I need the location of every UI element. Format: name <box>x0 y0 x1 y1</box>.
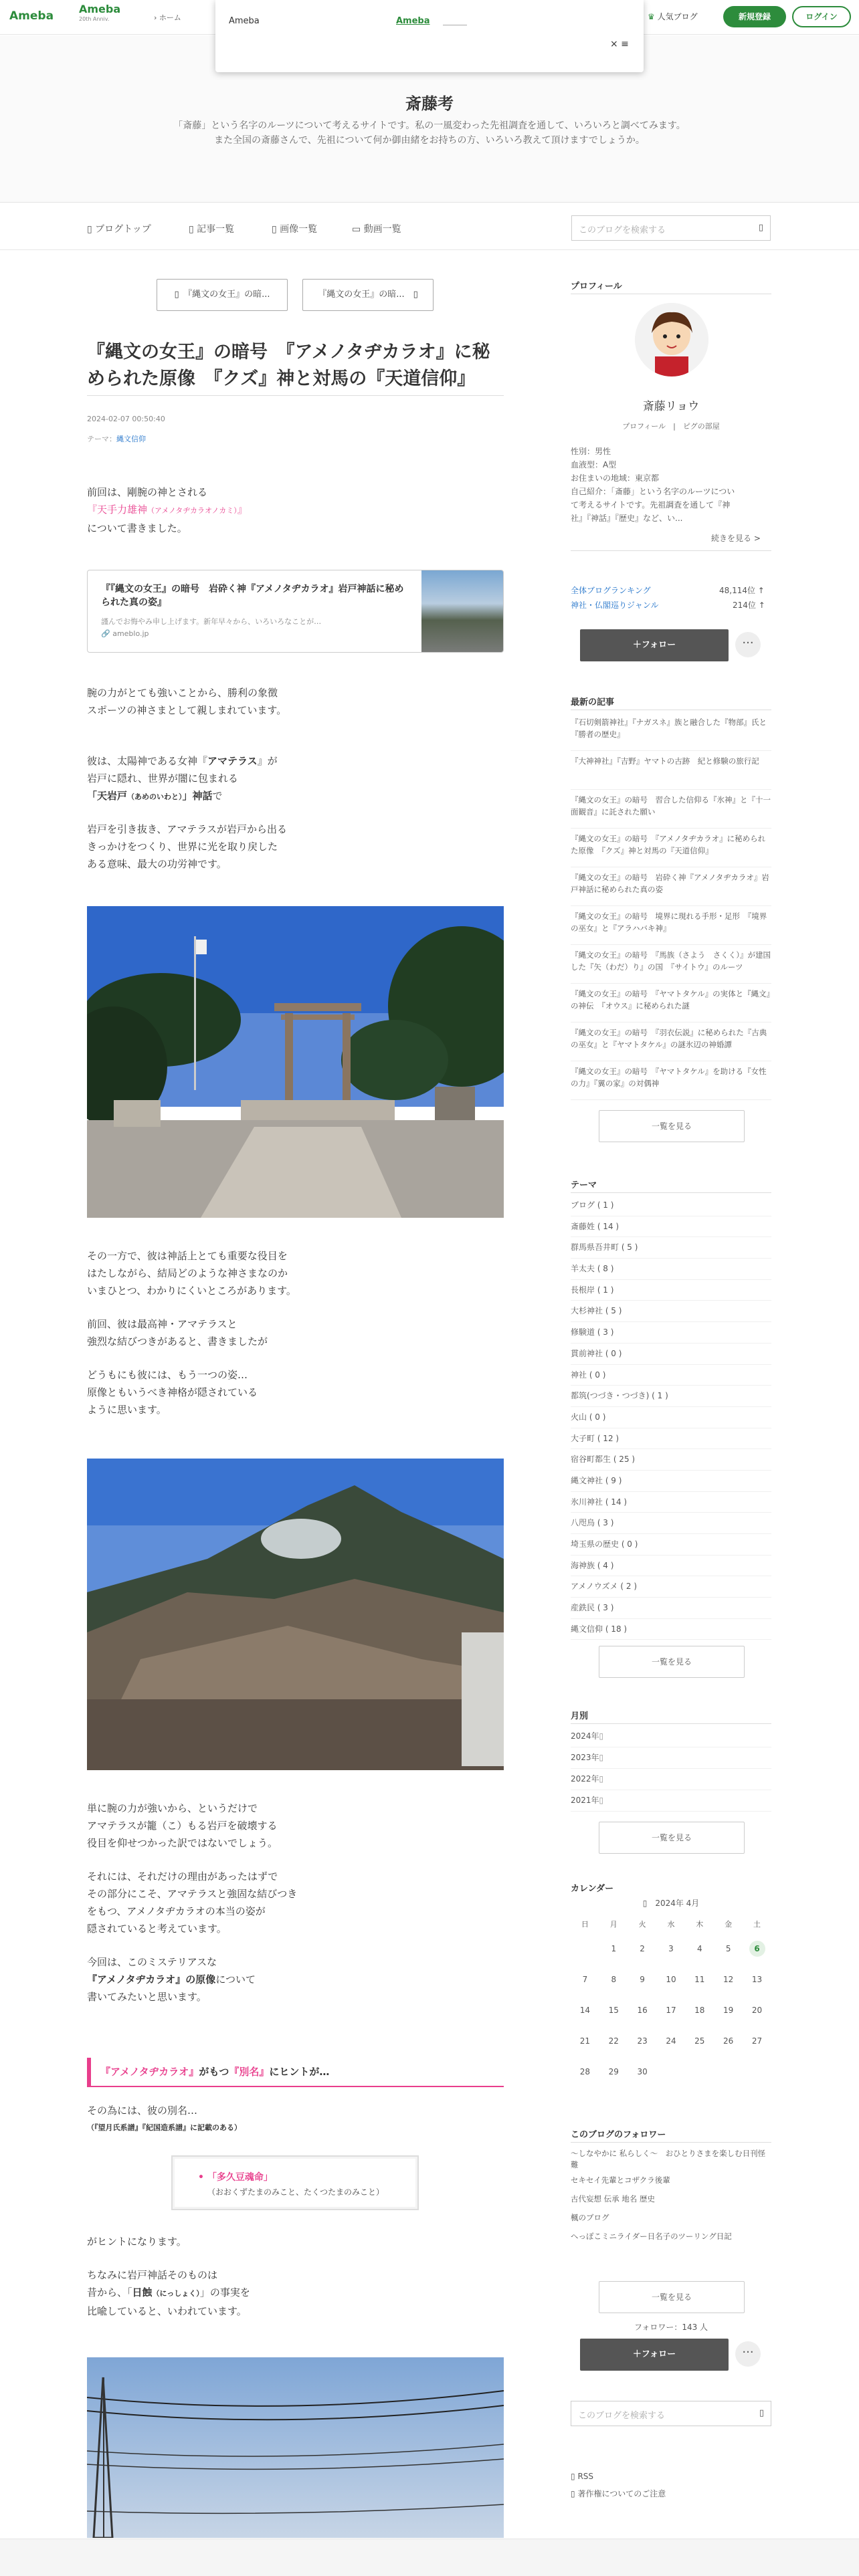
copyright-icon: ▯ <box>571 2489 575 2498</box>
nav-video-list[interactable] <box>352 222 401 235</box>
theme-see-all-button[interactable]: 一覧を見る <box>599 1646 745 1678</box>
calendar-day[interactable]: 2 <box>640 1944 645 1953</box>
calendar-day[interactable]: 26 <box>723 2036 734 2046</box>
p7-line3: ように思います。 <box>87 1404 167 1416</box>
rss-link[interactable] <box>571 2470 593 2483</box>
theme-heading: テーマ <box>571 1180 597 1190</box>
calendar-week <box>571 2056 771 2087</box>
calendar-day[interactable]: 15 <box>608 2006 619 2015</box>
theme-item[interactable]: 斎藤姓 ( 14 ) <box>571 1216 771 1238</box>
month-label: 2024年 <box>571 1731 599 1741</box>
chevron-right-icon: ▯ <box>599 1731 604 1741</box>
theme-item[interactable]: 産鉄民 ( 3 ) <box>571 1598 771 1619</box>
copyright-label: 著作権についてのご注意 <box>577 2489 666 2498</box>
theme-item[interactable]: 修験道 ( 3 ) <box>571 1322 771 1344</box>
paragraph-4 <box>87 821 504 873</box>
followed-blog-item[interactable]: へっぽこミニライダー日名子のツーリング日記 <box>571 2232 732 2241</box>
next-article-button[interactable] <box>302 279 434 311</box>
rank-genre-label[interactable]: 神社・仏閣巡りジャンル <box>571 601 659 610</box>
p3-line2: 岩戸に隠れ、世界が闇に包まれる <box>87 772 238 784</box>
recent-article-item[interactable]: 『縄文の女王』の暗号 習合した信仰る『氷神』と『十一面観音』に託された願い <box>571 790 771 829</box>
calendar-weekday: 水 <box>667 1920 675 1929</box>
article-date: 2024-02-07 00:50:40 <box>87 415 165 423</box>
p9-line2: その部分にこそ、アマテラスと強固な結びつき <box>87 1888 298 1900</box>
article-title[interactable]: 『縄文の女王』の暗号 『アメノタヂカラオ』に秘められた原像 『クズ』神と対馬の『天道信仰』 <box>87 342 490 389</box>
followed-blog-item[interactable]: 楓のブログ <box>571 2213 609 2222</box>
theme-item[interactable]: 長根岸 ( 1 ) <box>571 1280 771 1301</box>
month-item[interactable] <box>571 1747 771 1769</box>
paragraph-8 <box>87 1800 504 1852</box>
calendar-day[interactable]: 23 <box>637 2036 648 2046</box>
link-card-url <box>101 629 149 638</box>
p1-reading: （アメノタヂカラオノカミ） <box>147 506 237 515</box>
calendar-day[interactable]: 27 <box>751 2036 763 2046</box>
p2-line1: 腕の力がとても強いことから、勝利の象徴 <box>87 687 278 699</box>
recent-article-item[interactable]: 『縄文の女王』の暗号 境界に現れる手形・足形 『境界の巫女』と『アラハバキ神』 <box>571 906 771 945</box>
blog-search-placeholder: このブログを検索する <box>579 225 666 235</box>
popup-ameba-label: Ameba <box>229 16 260 26</box>
theme-item[interactable]: 縄文信仰 ( 18 ) <box>571 1619 771 1640</box>
nav-article-list[interactable] <box>189 222 234 235</box>
p2-line2: スポーツの神さまとして親しまれています。 <box>87 704 287 716</box>
calendar-weekday: 木 <box>696 1920 704 1929</box>
calendar-month <box>571 1897 771 1909</box>
recent-see-all-button[interactable]: 一覧を見る <box>599 1110 745 1142</box>
p4-line1: 岩戸を引き抜き、アマテラスが岩戸から出る <box>87 823 287 835</box>
link-icon: 🔗 <box>101 629 110 638</box>
theme-item[interactable]: 群馬県吾井町 ( 5 ) <box>571 1237 771 1259</box>
recent-article-item[interactable]: 『縄文の女王』の暗号 『ヤマトタケル』の実体と『縄文』の神伝 『オウス』に秘められた謎 <box>571 984 771 1023</box>
chevron-left-icon: ▯ <box>174 290 179 300</box>
more-options-button[interactable]: ··· <box>735 632 761 657</box>
p9-line1: それには、それだけの理由があったはずで <box>87 1870 278 1883</box>
profile-region: お住まいの地域：東京都 <box>571 473 660 483</box>
profile-heading: プロフィール <box>571 282 622 292</box>
pigg-room-link[interactable]: ピグの部屋 <box>682 422 720 431</box>
ameba-20th-logo-text: Ameba <box>79 3 121 15</box>
p1-line1: 前回は、剛腕の神とされる <box>87 486 208 498</box>
followed-see-all-button[interactable]: 一覧を見る <box>599 2281 745 2313</box>
blog-link-card[interactable] <box>87 570 504 653</box>
popular-blog-label: 人気ブログ <box>657 12 698 21</box>
calendar-week <box>571 1995 771 2026</box>
profile-name[interactable]: 斎藤リョウ <box>642 400 700 413</box>
profile-link[interactable]: プロフィール <box>622 422 666 431</box>
calendar-day[interactable]: 16 <box>637 2006 648 2015</box>
sidebar-search-placeholder: このブログを検索する <box>578 2411 666 2421</box>
calendar-day[interactable]: 18 <box>694 2006 705 2015</box>
followed-blogs-list <box>571 2146 771 2248</box>
chevron-right-icon: ▯ <box>599 1753 604 1762</box>
document-icon: ▯ <box>87 224 92 235</box>
calendar-week <box>571 1933 771 1964</box>
nav-image-list-label: 画像一覧 <box>280 224 318 235</box>
p10-line3: 書いてみたいと思います。 <box>87 1991 207 2003</box>
crown-icon: ♛ <box>648 12 655 21</box>
alias-name-box <box>171 2155 419 2210</box>
p1-name: 『天手力雄神 <box>87 504 148 516</box>
popup-input[interactable] <box>443 16 467 25</box>
profile-intro-1: 自己紹介：「斎藤」という名字のルーツについ <box>571 487 735 496</box>
heading-end: にヒントが… <box>269 2066 330 2078</box>
p13-eclipse: 日蝕 <box>132 2286 153 2298</box>
theme-label: テーマ： <box>87 435 116 443</box>
paragraph-13 <box>87 2266 504 2320</box>
nav-blog-top[interactable] <box>87 222 151 235</box>
p13-line2 <box>87 2284 504 2302</box>
p8-line2: アマテラスが籠（こ）もる岩戸を破壊する <box>87 1820 278 1832</box>
profile-gender: 性別：男性 <box>571 447 611 456</box>
calendar-weekdays <box>571 1915 771 1933</box>
calendar-day <box>714 2056 743 2087</box>
blog-description <box>100 118 759 148</box>
link-card-thumbnail <box>421 570 503 653</box>
calendar-day <box>657 2056 686 2087</box>
calendar-day[interactable]: 14 <box>579 2006 591 2015</box>
p5-line3: いまひとつ、わかりにくいところがあります。 <box>87 1285 296 1297</box>
avatar[interactable] <box>635 303 708 377</box>
theme-item[interactable]: 羊太夫 ( 8 ) <box>571 1259 771 1280</box>
p3-iwato-reading: （あめのいわと） <box>127 792 183 801</box>
calendar-day[interactable]: 19 <box>723 2006 734 2015</box>
theme-item[interactable]: 大子町 ( 12 ) <box>571 1428 771 1450</box>
p6-line2: 強烈な結びつきがあると、書きましたが <box>87 1335 268 1348</box>
theme-link[interactable]: 縄文信仰 <box>116 435 146 443</box>
paragraph-11 <box>87 2102 504 2137</box>
p3-text-a: 彼は、太陽神である女神『 <box>87 755 208 767</box>
next-article-label: 『縄文の女王』の暗... <box>318 290 405 300</box>
calendar-body <box>571 1933 771 2087</box>
recent-article-item[interactable]: 『縄文の女王』の暗号 『馬族（さよう さくく）』が建国した『矢（わだ）り』の国 『サイトウ』のルーツ <box>571 945 771 984</box>
prev-article-label: 『縄文の女王』の暗... <box>187 290 270 300</box>
theme-item[interactable]: 宿谷町都生 ( 25 ) <box>571 1449 771 1471</box>
ameba-20th-logo-sub: 20th Anniv. <box>79 16 110 22</box>
theme-item[interactable]: 貫前神社 ( 0 ) <box>571 1344 771 1365</box>
paragraph-7 <box>87 1366 504 1418</box>
p3-amaterasu: アマテラス <box>207 755 258 767</box>
nav-blog-top-label: ブログトップ <box>95 224 151 235</box>
profile-links: プロフィール | ピグの部屋 <box>622 422 720 431</box>
calendar-day[interactable]: 24 <box>666 2036 676 2046</box>
shrine-photo-image <box>87 906 504 1218</box>
rank-divider <box>571 550 771 551</box>
p9-line4: 隠されていると考えています。 <box>87 1923 227 1935</box>
p10-line2 <box>87 1971 504 1988</box>
search-icon[interactable]: ▯ <box>758 223 763 233</box>
more-options-button-bottom[interactable]: ··· <box>735 2341 761 2367</box>
theme-item[interactable]: 都筑(つづき・つづき) ( 1 ) <box>571 1386 771 1407</box>
calendar-day[interactable] <box>743 1933 771 1964</box>
profile-blood: 血液型：A型 <box>571 460 617 469</box>
p5-line1: その一方で、彼は神話上とても重要な役目を <box>87 1250 288 1262</box>
theme-item[interactable]: 神社 ( 0 ) <box>571 1365 771 1386</box>
calendar-day[interactable]: 5 <box>725 1944 731 1953</box>
p3-line3 <box>87 787 504 806</box>
calendar-day[interactable]: 20 <box>751 2006 763 2015</box>
follower-count: フォロワー：143 人 <box>634 2323 708 2332</box>
p13-line3: 比喩していると、いわれています。 <box>87 2305 247 2317</box>
ameba-logo[interactable]: Ameba <box>9 9 54 23</box>
calendar-day[interactable]: 28 <box>579 2067 591 2076</box>
calendar-weekday: 金 <box>725 1920 733 1929</box>
page-footer <box>0 2539 859 2576</box>
chevron-right-icon: ▯ <box>599 1796 604 1805</box>
breadcrumb-home[interactable]: › ホーム <box>154 13 181 22</box>
list-icon: ▯ <box>189 224 194 235</box>
calendar-weekday: 月 <box>609 1920 617 1929</box>
article-column <box>87 251 504 2538</box>
calendar-day[interactable]: 17 <box>666 2006 676 2015</box>
nav-article-list-label: 記事一覧 <box>197 224 235 235</box>
month-item[interactable] <box>571 1726 771 1747</box>
section-heading <box>87 2058 504 2087</box>
sidebar-search-input[interactable] <box>571 2401 771 2426</box>
months-list <box>571 1726 771 1812</box>
paragraph-10 <box>87 1953 504 2006</box>
p3-text-b: 』が <box>257 755 278 767</box>
calendar-day[interactable]: 12 <box>723 1975 734 1984</box>
p3-line1 <box>87 752 504 770</box>
followed-heading: このブログのフォロワー <box>571 2130 666 2140</box>
recent-heading: 最新の記事 <box>571 697 615 708</box>
theme-item[interactable]: 火山 ( 0 ) <box>571 1407 771 1428</box>
avatar-image <box>635 303 708 377</box>
signup-button[interactable]: 新規登録 <box>723 6 786 27</box>
link-card-description: 謹んでお悔やみ申し上げます。新年早々から、いろいろなことが… <box>101 617 322 626</box>
p8-line3: 役目を仰せつかった訳ではないでしょう。 <box>87 1837 278 1849</box>
blog-title[interactable]: 斎藤考 <box>405 94 454 113</box>
calendar-day[interactable]: 11 <box>694 1975 705 1984</box>
paragraph-1 <box>87 484 504 537</box>
recent-articles-list <box>571 712 771 1100</box>
calendar-heading: カレンダー <box>571 1884 614 1894</box>
rank-overall-value: 48,114位 ↑ <box>719 586 765 595</box>
theme-item[interactable]: 氷川神社 ( 14 ) <box>571 1492 771 1513</box>
prev-article-button[interactable] <box>157 279 288 311</box>
calendar-day[interactable]: 22 <box>608 2036 619 2046</box>
p5-line2: はたしながら、結局どのような神さまなのか <box>87 1267 288 1279</box>
followed-blog-item[interactable]: ～しなやかに 私らしく～ おひとりさまを楽しむ日刊怪難 <box>571 2149 766 2169</box>
theme-item[interactable]: 大杉神社 ( 5 ) <box>571 1301 771 1322</box>
calendar-week <box>571 1964 771 1995</box>
profile-intro-2: て考えるサイトです。先祖調査を通して『神 <box>571 500 731 510</box>
link-card-title: 『『縄文の女王』の暗号 岩砕く神『アメノタヂカラオ』岩戸神話に秘められた真の姿』 <box>101 584 404 608</box>
blog-search-input[interactable] <box>571 215 771 241</box>
month-label: 2023年 <box>571 1753 599 1762</box>
p10-bold: 『アメノタヂカラオ』の原像 <box>87 1973 216 1985</box>
followed-blog-item[interactable]: 古代妄想 伝承 地名 歴史 <box>571 2194 655 2204</box>
calendar-week <box>571 2026 771 2056</box>
p1-name-end: 』 <box>237 504 248 516</box>
p13-end: 」の事実を <box>199 2286 250 2298</box>
p13-eclipse-reading: （にっしょく） <box>152 2289 200 2298</box>
sidebar <box>571 251 771 2538</box>
p1-line3: について書きました。 <box>87 522 187 534</box>
month-heading: 月別 <box>571 1711 589 1721</box>
p4-line3: ある意味、最大の功労神です。 <box>87 858 227 870</box>
rank-overall-label[interactable]: 全体ブログランキング <box>571 586 651 595</box>
calendar-day[interactable]: 30 <box>637 2067 648 2076</box>
recent-article-item[interactable]: 『縄文の女王』の暗号 岩砕く神『アメノタヂカラオ』岩戸神話に秘められた真の姿 <box>571 867 771 906</box>
month-label: 2022年 <box>571 1774 599 1784</box>
follow-button-bottom[interactable]: ＋フォロー <box>580 2339 729 2371</box>
article-theme <box>87 433 146 444</box>
themes-list <box>571 1195 771 1640</box>
calendar-today: 6 <box>749 1941 765 1957</box>
p3-iwato: 「天岩戸 <box>87 790 128 802</box>
heading-mid: がもつ <box>199 2066 229 2078</box>
recent-article-item[interactable]: 『石切剣箭神社』『ナガスネ』族と融合した『物部』氏と『勝者の歴史』 <box>571 712 771 751</box>
calendar-day[interactable]: 8 <box>611 1975 617 1984</box>
paragraph-3 <box>87 752 504 806</box>
rss-icon: ▯ <box>571 2472 575 2481</box>
p10-end: について <box>215 1973 256 1985</box>
calendar-day[interactable]: 7 <box>582 1975 588 1984</box>
p8-line1: 単に腕の力が強いから、というだけで <box>87 1802 258 1814</box>
recent-article-item[interactable]: 『縄文の女王』の暗号 『アメノタヂカラオ』に秘められた原像 『クズ』神と対馬の『天道信仰』 <box>571 829 771 867</box>
blog-nav <box>0 203 859 250</box>
power-lines-photo-image <box>87 2357 504 2538</box>
calendar-day[interactable]: 21 <box>579 2036 591 2046</box>
p11-line1: その為には、彼の別名… <box>87 2105 198 2117</box>
nav-image-list[interactable] <box>272 222 317 235</box>
calendar-table <box>571 1915 771 2087</box>
calendar-day <box>685 2056 714 2087</box>
read-more-link[interactable]: 続きを見る > <box>711 534 761 543</box>
calendar-prev-icon[interactable]: ▯ <box>642 1899 648 1908</box>
volcano-photo-image <box>87 1459 504 1770</box>
rank-genre-value: 214位 ↑ <box>733 601 765 610</box>
p9-line3: をもつ、アメノタヂカラオの本当の姿が <box>87 1905 266 1917</box>
copyright-link[interactable] <box>571 2487 666 2500</box>
calendar-day[interactable]: 13 <box>751 1975 763 1984</box>
recent-article-item[interactable]: 『縄文の女王』の暗号 『ヤマトタケル』を助ける『女性の力』『翼の家』の対偶神 <box>571 1061 771 1100</box>
video-icon: ▭ <box>352 224 361 235</box>
calendar-weekday: 日 <box>581 1920 589 1929</box>
recent-article-item[interactable]: 『大神神社』『吉野』ヤマトの古跡 紀と修験の旅行記 <box>571 751 771 790</box>
calendar-day <box>743 2056 771 2087</box>
theme-item[interactable]: アメノウズメ ( 2 ) <box>571 1576 771 1598</box>
blog-description-line2: また全国の斎藤さんで、先祖について何か御由緒をお持ちの方、いろいろ教えて頂けますでしょうか。 <box>214 135 645 146</box>
blog-description-line1: 「斎藤」という名字のルーツについて考えるサイトです。私の一風変わった先祖調査を通して、いろいろと調べてみます。 <box>173 120 686 131</box>
month-label: 2021年 <box>571 1796 599 1805</box>
theme-item[interactable]: ブログ ( 1 ) <box>571 1195 771 1216</box>
alias-reading: （おおくずたまのみこと、たくつたまのみこと） <box>207 2187 385 2197</box>
calendar-day[interactable]: 4 <box>696 1944 702 1953</box>
calendar-day[interactable]: 10 <box>666 1975 676 1984</box>
month-see-all-button[interactable]: 一覧を見る <box>599 1822 745 1854</box>
theme-divider <box>571 1192 771 1193</box>
calendar-month-label: 2024年 4月 <box>655 1899 700 1908</box>
p7-line1: どうもにも彼には、もう一つの姿… <box>87 1369 248 1381</box>
chevron-right-icon: ▯ <box>599 1774 604 1784</box>
search-icon[interactable]: ▯ <box>759 2408 764 2418</box>
p6-line1: 前回、彼は最高神・アマテラスと <box>87 1318 237 1330</box>
p3-tail: で <box>212 790 223 802</box>
p11-line2: （『望月氏系譜』『紀国造系譜』に記載のある） <box>87 2123 242 2132</box>
calendar-day <box>571 1933 599 1964</box>
paragraph-2 <box>87 684 504 719</box>
alias-name-text: 「多久豆魂命」 <box>207 2172 273 2183</box>
p4-line2: きっかけをつくり、世界に光を取り戻した <box>87 841 278 853</box>
profile-intro-3: 社』『神話』『歴史』など、い... <box>571 514 683 523</box>
calendar-day[interactable]: 9 <box>640 1975 645 1984</box>
nav-video-list-label: 動画一覧 <box>363 224 401 235</box>
ameba-20th-logo[interactable] <box>79 4 120 24</box>
calendar-day[interactable]: 3 <box>668 1944 674 1953</box>
popular-blog-link[interactable] <box>648 11 698 22</box>
calendar-weekday: 土 <box>753 1920 761 1929</box>
link-card-url-text: ameblo.jp <box>112 629 149 638</box>
theme-item[interactable]: 海神族 ( 4 ) <box>571 1555 771 1577</box>
theme-item[interactable]: 埼玉県の歴史 ( 0 ) <box>571 1534 771 1555</box>
paragraph-9 <box>87 1868 504 1937</box>
volcano-photo[interactable] <box>87 1459 504 1770</box>
alias-name: • 「多久豆魂命」 <box>198 2172 273 2183</box>
theme-item[interactable]: 八咫烏 ( 3 ) <box>571 1513 771 1534</box>
popup-ameba-link[interactable]: Ameba <box>396 16 430 26</box>
image-icon: ▯ <box>272 224 277 235</box>
p1-line2 <box>87 501 504 520</box>
p13-start: 昔から、「 <box>87 2286 132 2298</box>
p3-iwato-end: 」神話 <box>182 790 213 802</box>
popup-close-button[interactable]: × ≡ <box>610 39 629 49</box>
p13-line1: ちなみに岩戸神話そのものは <box>87 2269 218 2281</box>
login-button[interactable]: ログイン <box>792 6 851 27</box>
power-lines-photo[interactable] <box>87 2357 504 2538</box>
paragraph-6 <box>87 1315 504 1350</box>
shrine-photo[interactable] <box>87 906 504 1218</box>
followed-divider <box>571 2142 771 2143</box>
heading-pink-2: 『別名』 <box>229 2066 270 2078</box>
calendar-day[interactable]: 25 <box>694 2036 705 2046</box>
chevron-right-icon: ▯ <box>413 290 418 300</box>
rss-label: RSS <box>577 2472 594 2481</box>
title-divider <box>87 395 504 396</box>
p10-line1: 今回は、このミステリアスな <box>87 1956 217 1968</box>
calendar-day[interactable]: 29 <box>608 2067 619 2076</box>
followed-blog-item[interactable]: セキセイ先輩とコザクラ後輩 <box>571 2175 670 2185</box>
service-dropdown-popup <box>215 0 644 72</box>
paragraph-12: がヒントになります。 <box>87 2236 187 2248</box>
recent-article-item[interactable]: 『縄文の女王』の暗号 『羽衣伝説』に秘められた『古典の巫女』と『ヤマトタケル』の謎氷辺の神婚譚 <box>571 1023 771 1061</box>
theme-item[interactable]: 縄文神社 ( 9 ) <box>571 1471 771 1492</box>
month-divider <box>571 1723 771 1724</box>
month-item[interactable] <box>571 1769 771 1790</box>
p7-line2: 原像ともいうべき神格が隠されている <box>87 1386 258 1398</box>
month-item[interactable] <box>571 1790 771 1812</box>
paragraph-5 <box>87 1247 504 1299</box>
heading-pink-1: 『アメノタヂカラオ』 <box>100 2066 199 2078</box>
follow-button[interactable]: ＋フォロー <box>580 629 729 661</box>
calendar-weekday: 火 <box>638 1920 646 1929</box>
calendar-day[interactable]: 1 <box>611 1944 617 1953</box>
